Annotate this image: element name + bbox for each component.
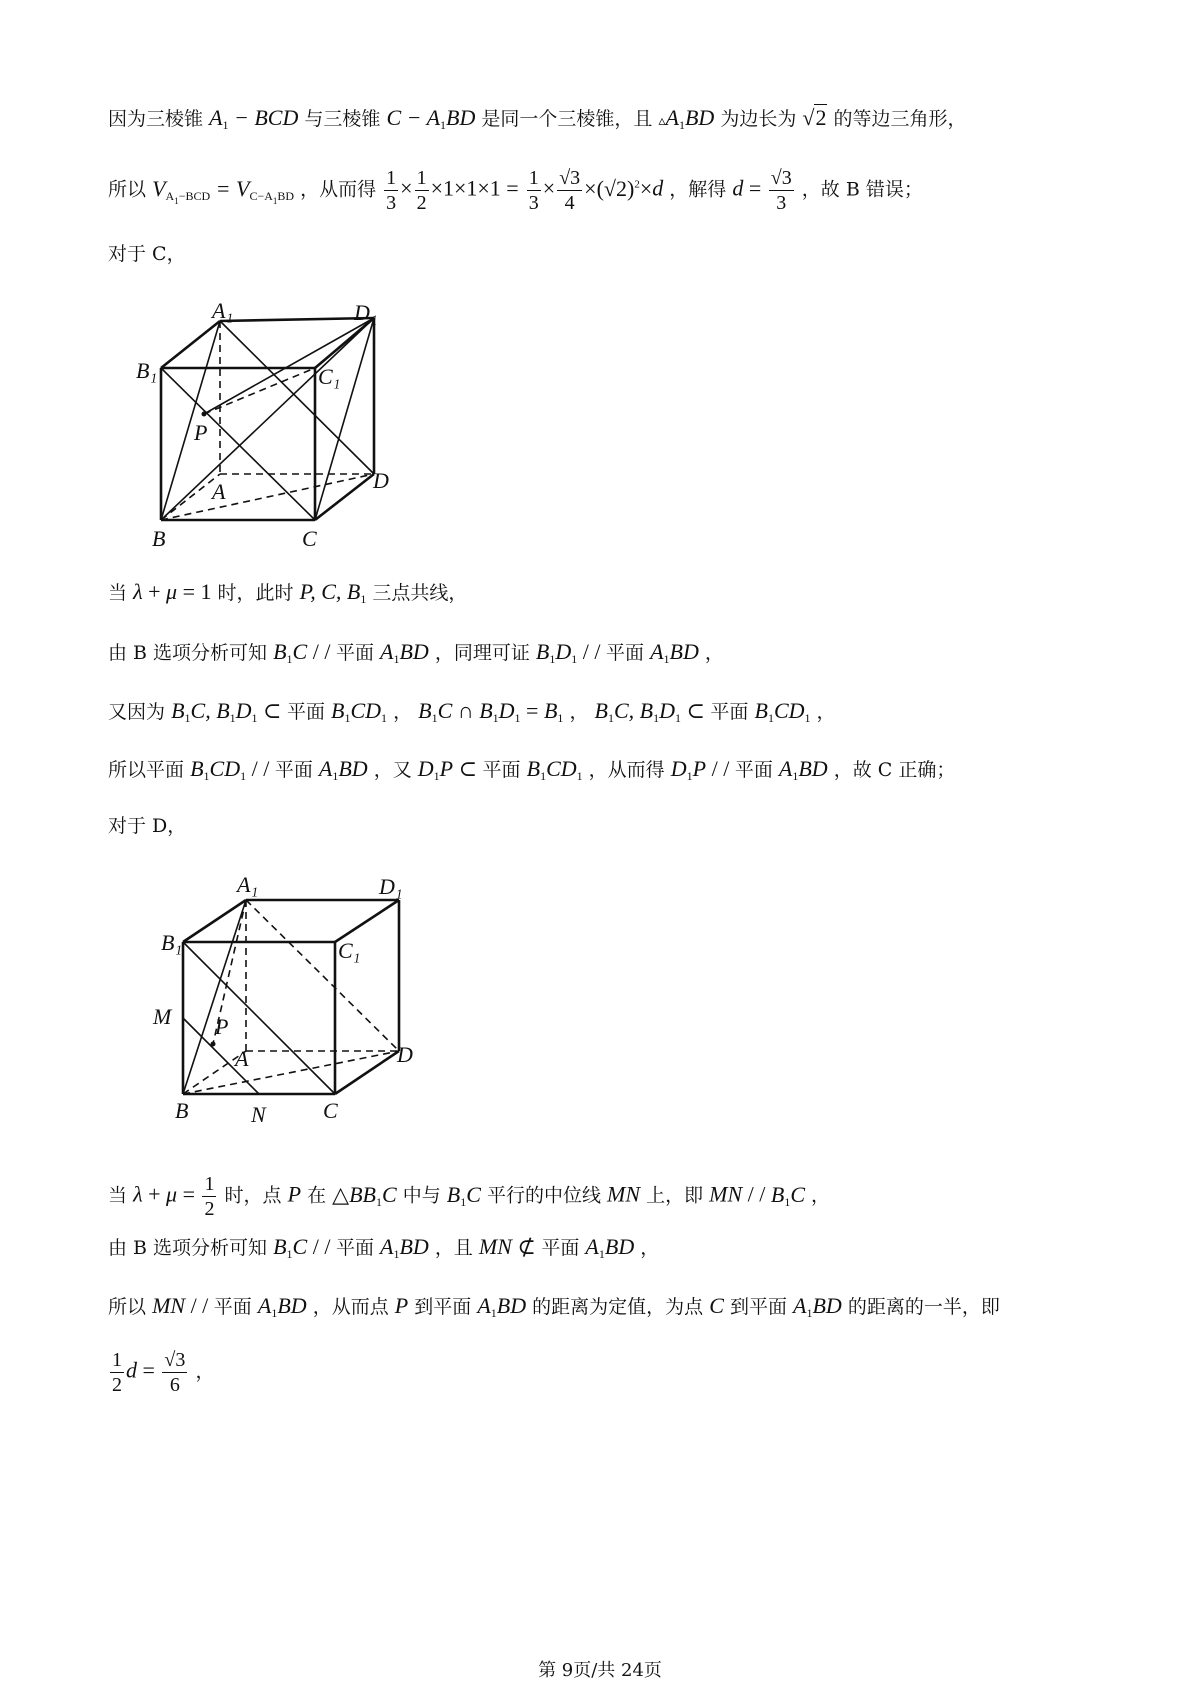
text-seg: 时，点	[224, 1184, 282, 1207]
text-seg: 当	[108, 582, 128, 604]
text-seg: 中与	[402, 1184, 441, 1207]
label-a: A	[212, 479, 226, 504]
line-3: 对于 C，	[108, 243, 186, 265]
label-a1: A₁	[212, 298, 234, 323]
text-seg: ，故 C 正确；	[833, 759, 956, 781]
text-seg: ，从而点	[312, 1296, 389, 1318]
label-c: C	[323, 1098, 338, 1123]
line-12: $\frac{1}{2}$ d = $\frac{√3}{6}$ ，	[112, 1349, 215, 1396]
line-7: 所以平面 $B_1CD_1$ / / 平面 $A_1BD$ ，又 $D_1P$ ⊂ 平面 $B_1CD_1$ ，从而得 $D_1P$ / / 平面 $A_1BD$ ，故 C 正确；	[108, 756, 956, 783]
label-d1: D₁	[379, 874, 403, 899]
text-seg: ，又	[373, 759, 412, 781]
line-5: 由 B 选项分析可知 $B_1C$ / / 平面 $A_1BD$ ，同理可证 $B_1D_1$ / / 平面 $A_1BD$ ，	[108, 639, 724, 666]
text-seg: 到平面	[729, 1296, 787, 1318]
text-seg: ，	[704, 642, 724, 664]
text-seg: 平面	[541, 1237, 580, 1259]
label-c1: C₁	[318, 364, 341, 389]
text-seg: 的距离的一半，即	[847, 1296, 1000, 1318]
text-seg: ，解得	[669, 178, 727, 201]
line-9: 当 λ + μ = $\frac{1}{2}$ 时，点 P 在 $\triangle BB_1C$ 中与 $B_1C$ 平行的中位线 MN 上，即 MN / / $B_1C$ ，	[108, 1173, 831, 1220]
label-b: B	[175, 1098, 189, 1123]
text-seg: 上，即	[646, 1184, 704, 1207]
text-seg: 平面	[274, 759, 313, 781]
text-seg: 所以	[108, 178, 147, 201]
label-c1: C₁	[338, 938, 361, 963]
text-seg: ，从而得	[588, 759, 665, 781]
label-d: D	[373, 468, 389, 493]
line-11: 所以 MN / / 平面 $A_1BD$ ，从而点 P 到平面 $A_1BD$ 的距离为定值，为点 C 到平面 $A_1BD$ 的距离的一半，即	[108, 1293, 1000, 1320]
page-footer: 第 9页/共 24页	[538, 1660, 662, 1681]
text-seg: 平面	[213, 1296, 252, 1318]
text-seg: ，故 B 错误；	[801, 178, 923, 201]
text-seg: 平面	[734, 759, 773, 781]
text-seg: 平面	[335, 1237, 374, 1259]
cube-diagram-d	[145, 866, 435, 1136]
text-seg: 又因为	[108, 701, 166, 723]
text-seg: 三点共线，	[372, 582, 468, 604]
text-seg: 平面	[482, 759, 521, 781]
text-seg: ，	[569, 701, 589, 723]
text-seg: 的距离为定值，为点	[532, 1296, 704, 1318]
text-seg: ，	[816, 701, 836, 723]
text-seg: 时，此时	[217, 582, 294, 604]
line-1: 因为三棱锥 $A_1$ − BCD 与三棱锥 $C - A_1BD$ 是同一个三棱锥，且 $▵A_1BD$ 为边长为 √2 的等边三角形，	[108, 105, 967, 132]
label-a1: A₁	[237, 872, 259, 897]
text-seg: 平面	[335, 642, 374, 664]
text-seg: 是同一个三棱锥，且	[481, 108, 653, 130]
label-p: P	[194, 420, 208, 445]
text-seg: ，同理可证	[434, 642, 530, 664]
text-seg: 当	[108, 1184, 128, 1207]
text-seg: 由 B 选项分析可知	[108, 1237, 268, 1259]
line-10: 由 B 选项分析可知 $B_1C$ / / 平面 $A_1BD$ ，且 MN ⊄ 平面 $A_1BD$ ，	[108, 1234, 660, 1261]
line-2: 所以 $V_{A_1-BCD} = V_{C-A_1BD}$ ，从而得 $\frac{1}{3}$ × $\frac{1}{2}$ ×1×1×1 = $\frac{1}{3}$ × $\frac{√3}{4}$ $\times(√2)^2\times d$ ，解得 d = $\frac{√3}{3}$ ，故 B 错误；	[108, 167, 923, 214]
label-m: M	[153, 1004, 172, 1029]
text-seg: ，	[393, 701, 413, 723]
line-4: 当 λ + μ = 1 时，此时 P, C, $B_1$ 三点共线，	[108, 579, 468, 606]
text-seg: 在	[307, 1184, 327, 1207]
label-b: B	[152, 526, 166, 551]
cube-figure-d	[145, 866, 435, 1140]
text-seg: 因为三棱锥	[108, 108, 204, 130]
text-seg: 平面	[606, 642, 645, 664]
text-seg: 为边长为	[720, 108, 797, 130]
text-seg: ，且	[434, 1237, 473, 1259]
text-seg: ，从而得	[300, 178, 377, 201]
cube-diagram-c	[130, 296, 420, 566]
text-seg: 与三棱锥	[304, 108, 381, 130]
label-d1: D₁	[354, 300, 378, 325]
label-n: N	[251, 1102, 266, 1127]
label-b1: B₁	[136, 358, 158, 383]
text-seg: ，	[195, 1360, 215, 1383]
label-c: C	[302, 526, 317, 551]
line-6: 又因为 $B_1C$, $B_1D_1$ ⊂ 平面 $B_1CD_1$ ， $B_1C$ ∩ $B_1D_1 = B_1$ ， $B_1C$, $B_1D_1$ ⊂ 平面 $B_1CD_1$ ，	[108, 698, 836, 725]
label-d: D	[397, 1042, 413, 1067]
text-seg: 到平面	[414, 1296, 472, 1318]
label-p: P	[215, 1014, 229, 1039]
text-seg: 所以	[108, 1296, 147, 1318]
text-seg: 所以平面	[108, 759, 185, 781]
label-a: A	[235, 1046, 249, 1071]
text-seg: 平面	[710, 701, 749, 723]
text-seg: 由 B 选项分析可知	[108, 642, 268, 664]
text-seg: ，	[811, 1184, 831, 1207]
label-b1: B₁	[161, 930, 183, 955]
text-seg: 平行的中位线	[486, 1184, 601, 1207]
line-8: 对于 D，	[108, 815, 187, 837]
cube-figure-c	[130, 296, 420, 570]
text-seg: 的等边三角形，	[833, 108, 967, 130]
text-seg: 平面	[286, 701, 325, 723]
text-seg: ，	[640, 1237, 660, 1259]
